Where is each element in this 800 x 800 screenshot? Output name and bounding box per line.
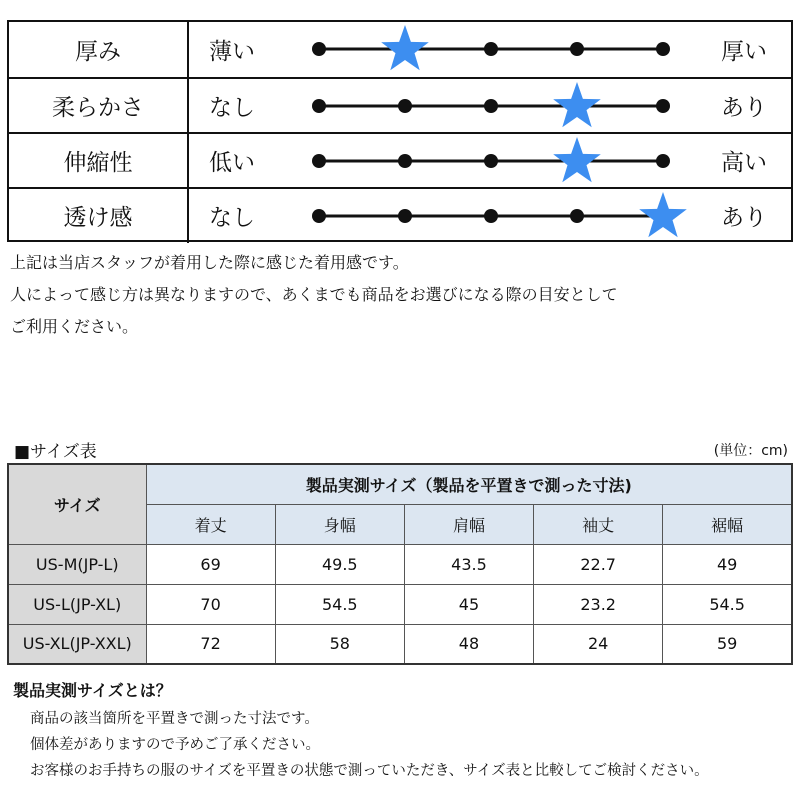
feel-row-softness (9, 77, 791, 133)
table-row (8, 584, 792, 624)
table-cell: 69 (146, 544, 275, 584)
feel-right-label: 高い (721, 150, 767, 177)
scale-dot (312, 42, 326, 56)
feel-row-stretch (9, 132, 791, 188)
size-table-unit: (単位：cm) (713, 443, 788, 459)
explanation-line: お客様のお手持ちの服のサイズを平置きの状態で測っていただき、サイズ表と比較してご検討ください。 (30, 763, 709, 779)
size-label: US-L(JP-XL) (8, 584, 146, 624)
explanation-title: 製品実測サイズとは？ (13, 681, 172, 700)
scale-dot (656, 99, 670, 113)
size-corner-label: サイズ (8, 464, 146, 544)
table-cell: 49 (663, 544, 792, 584)
table-cell: 70 (146, 584, 275, 624)
table-cell: 48 (404, 624, 533, 664)
column-header: 着丈 (146, 504, 275, 544)
feel-label: 透け感 (9, 189, 189, 243)
rating-star-icon (553, 137, 601, 182)
feel-rating-table (7, 20, 793, 242)
scale-dot (570, 42, 584, 56)
scale-dot (484, 42, 498, 56)
table-cell: 43.5 (404, 544, 533, 584)
feel-left-label: なし (209, 95, 255, 122)
scale-dot (484, 99, 498, 113)
feel-right-label: あり (721, 205, 767, 232)
explanation-line: 個体差がありますので予めご了承ください。 (30, 737, 320, 753)
table-row (8, 624, 792, 664)
feel-scale (9, 79, 791, 133)
scale-dot (398, 154, 412, 168)
scale-dot (398, 209, 412, 223)
feel-scale (9, 189, 791, 243)
scale-dot (312, 99, 326, 113)
rating-star-icon (381, 25, 429, 70)
feel-label: 厚み (9, 22, 189, 78)
feel-right-label: 厚い (721, 39, 767, 66)
table-cell: 72 (146, 624, 275, 664)
note-line: 人によって感じ方は異なりますので、あくまでも商品をお選びになる際の目安として (10, 285, 618, 304)
column-header: 身幅 (275, 504, 404, 544)
size-table (7, 463, 793, 665)
feel-scale (9, 134, 791, 188)
scale-dot (484, 209, 498, 223)
note-line: 上記は当店スタッフが着用した際に感じた着用感です。 (10, 253, 409, 272)
table-cell: 24 (534, 624, 663, 664)
table-cell: 49.5 (275, 544, 404, 584)
note-line: ご利用ください。 (10, 317, 139, 336)
scale-dot (570, 209, 584, 223)
scale-dot (312, 154, 326, 168)
column-header: 裾幅 (663, 504, 792, 544)
feel-scale (9, 22, 791, 78)
scale-dot (484, 154, 498, 168)
feel-label: 伸縮性 (9, 134, 189, 188)
size-table-heading: ■サイズ表 (14, 442, 97, 462)
explanation-line: 商品の該当箇所を平置きで測った寸法です。 (30, 711, 319, 727)
scale-dot (398, 99, 412, 113)
scale-dot (656, 154, 670, 168)
table-row (8, 544, 792, 584)
table-cell: 54.5 (663, 584, 792, 624)
table-cell: 22.7 (534, 544, 663, 584)
feel-left-label: なし (209, 205, 255, 232)
size-label: US-XL(JP-XXL) (8, 624, 146, 664)
scale-dot (656, 42, 670, 56)
feel-label: 柔らかさ (9, 79, 189, 133)
feel-row-sheerness (9, 187, 791, 243)
column-header: 袖丈 (534, 504, 663, 544)
size-label: US-M(JP-L) (8, 544, 146, 584)
size-main-header: 製品実測サイズ（製品を平置きで測った寸法) (146, 464, 792, 504)
table-cell: 59 (663, 624, 792, 664)
scale-dot (312, 209, 326, 223)
feel-row-thickness (9, 22, 791, 78)
rating-star-icon (553, 82, 601, 127)
column-header: 肩幅 (404, 504, 533, 544)
feel-right-label: あり (721, 95, 767, 122)
feel-left-label: 低い (209, 150, 255, 177)
feel-left-label: 薄い (209, 39, 255, 66)
table-cell: 23.2 (534, 584, 663, 624)
table-cell: 58 (275, 624, 404, 664)
table-cell: 45 (404, 584, 533, 624)
rating-star-icon (639, 192, 687, 237)
table-cell: 54.5 (275, 584, 404, 624)
